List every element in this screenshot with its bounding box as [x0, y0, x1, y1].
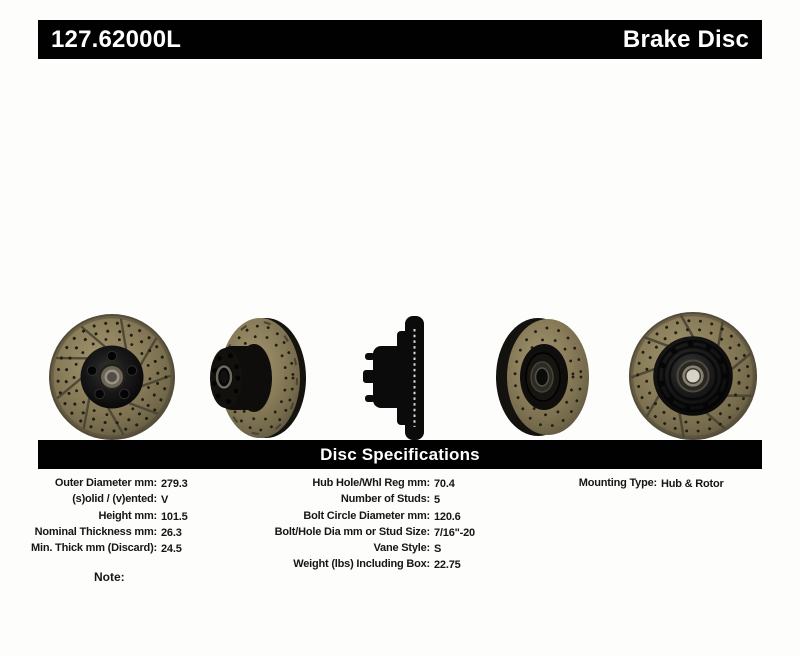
spec-row-nominal-thickness [34, 524, 188, 540]
part-number: 127.62000L [51, 25, 182, 53]
spec-column-right [578, 475, 724, 491]
spec-row-bolt-circle-diameter [303, 508, 475, 524]
spec-value: V [161, 494, 169, 507]
spec-label: Height mm: [98, 509, 157, 522]
product-photo-angle-back-view [494, 315, 596, 439]
spec-column-left [31, 475, 188, 556]
spec-label: Bolt Circle Diameter mm: [303, 509, 430, 522]
spec-row-height [98, 508, 188, 524]
spec-label: Hub Hole/Whl Reg mm: [312, 477, 430, 489]
product-photo-rear-view [625, 310, 761, 442]
spec-value: 7/16"-20 [434, 526, 475, 539]
spec-label: Mounting Type: [578, 477, 657, 489]
spec-banner [38, 440, 762, 469]
spec-label: (s)olid / (v)ented: [72, 493, 157, 506]
product-photo-side-view [363, 313, 435, 443]
spec-label: Weight (lbs) Including Box: [293, 558, 430, 571]
spec-value: 26.3 [161, 526, 182, 539]
header-bar [38, 20, 762, 59]
spec-label: Bolt/Hole Dia mm or Stud Size: [274, 525, 430, 538]
spec-value: 120.6 [434, 510, 461, 523]
rotor-rear-illustration [625, 310, 761, 442]
spec-value: 5 [434, 494, 440, 507]
spec-row-weight [293, 556, 475, 572]
spec-row-outer-diameter [54, 475, 188, 491]
spec-row-bolt-hole-dia [274, 524, 475, 540]
spec-label: Vane Style: [373, 542, 430, 555]
rotor-angle-hub-illustration [204, 316, 308, 440]
spec-row-number-of-studs [340, 491, 475, 507]
spec-value: 22.75 [434, 559, 461, 572]
spec-value: 70.4 [434, 478, 455, 490]
spec-column-middle [274, 475, 475, 573]
product-photo-angle-hub-view [204, 316, 308, 440]
spec-label: Min. Thick mm (Discard): [31, 542, 157, 555]
spec-value: 24.5 [161, 543, 182, 556]
spec-row-solid-vented [72, 491, 188, 507]
note-label: Note: [94, 570, 125, 584]
product-photo-front-view [47, 312, 177, 442]
spec-value: 279.3 [161, 478, 188, 490]
spec-value: 101.5 [161, 510, 188, 523]
spec-label: Number of Studs: [340, 493, 430, 506]
spec-label: Nominal Thickness mm: [34, 525, 157, 538]
spec-value: Hub & Rotor [661, 478, 724, 490]
spec-banner-title: Disc Specifications [320, 444, 480, 464]
rotor-front-illustration [47, 312, 177, 442]
spec-row-hub-hole [312, 475, 475, 491]
spec-label: Outer Diameter mm: [54, 477, 157, 489]
rotor-side-illustration [363, 313, 435, 443]
rotor-angle-back-illustration [494, 315, 596, 439]
spec-row-vane-style [373, 540, 475, 556]
product-name: Brake Disc [622, 25, 749, 53]
spec-row-min-thickness [31, 540, 188, 556]
spec-row-mounting-type [578, 475, 724, 491]
spec-value: S [434, 543, 442, 556]
